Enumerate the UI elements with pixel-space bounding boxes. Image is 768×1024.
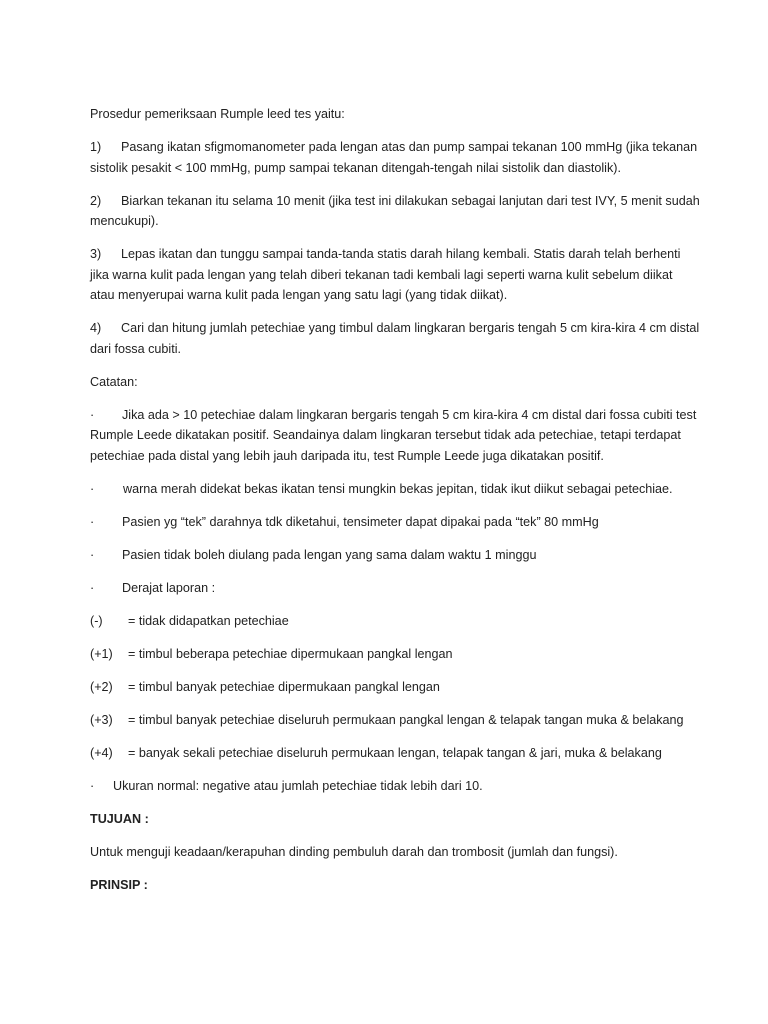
bullet: ·: [90, 514, 95, 529]
note-1: [90, 405, 700, 467]
step-number: 4): [90, 321, 102, 335]
step-text: Pasang ikatan sfigmomanometer pada lengan atas dan pump sampai tekanan 100 mmHg (jika tekanan sistolik pesakit < 100 mmHg, pump sampai tekanan ditengah-tengah nilai sistolik dan diastolik).: [90, 140, 698, 175]
degree-label: (+2): [90, 679, 113, 694]
bullet: ·: [90, 547, 95, 562]
degree-plus2: [90, 677, 700, 698]
note-4: [90, 545, 700, 566]
degree-plus4: [90, 743, 700, 764]
note-text: Pasien yg “tek” darahnya tdk diketahui, tensimeter dapat dipakai pada “tek” 80 mmHg: [122, 514, 599, 529]
bullet: ·: [90, 580, 95, 595]
note-5: [90, 578, 700, 599]
note-text: Pasien tidak boleh diulang pada lengan yang sama dalam waktu 1 minggu: [122, 547, 537, 562]
bullet: ·: [90, 481, 95, 496]
degree-text: = timbul beberapa petechiae dipermukaan pangkal lengan: [128, 646, 453, 661]
step-text: Cari dan hitung jumlah petechiae yang timbul dalam lingkaran bergaris tengah 5 cm kira-kira 4 cm distal dari fossa cubiti.: [90, 321, 700, 356]
degree-label: (-): [90, 613, 103, 628]
note-3: [90, 512, 700, 533]
step-4: [90, 318, 700, 359]
bullet: ·: [90, 778, 95, 793]
note-text: Derajat laporan :: [122, 580, 216, 595]
degree-text: = banyak sekali petechiae diseluruh permukaan lengan, telapak tangan & jari, muka & belakang: [128, 745, 662, 760]
catatan-label: Catatan:: [90, 374, 138, 389]
step-1: [90, 137, 700, 178]
degree-plus1: [90, 644, 700, 665]
step-2: [90, 191, 700, 232]
tujuan-text: Untuk menguji keadaan/kerapuhan dinding pembuluh darah dan trombosit (jumlah dan fungsi).: [90, 844, 618, 859]
note-text: Jika ada > 10 petechiae dalam lingkaran bergaris tengah 5 cm kira-kira 4 cm distal dari fossa cubiti test Rumple Leede dikatakan positif. Seandainya dalam lingkaran tersebut tidak ada petechiae, tetapi terdapat petechiae pada distal yang lebih jauh daripada itu, test Rumple Leede juga dikatakan positif.: [90, 407, 697, 463]
tujuan-heading: TUJUAN :: [90, 811, 149, 826]
document-page: [90, 104, 700, 908]
normal-note: [90, 776, 700, 797]
degree-plus3: [90, 710, 700, 731]
note-2: [90, 479, 700, 500]
step-number: 3): [90, 247, 102, 261]
note-text: warna merah didekat bekas ikatan tensi mungkin bekas jepitan, tidak ikut diikut sebagai petechiae.: [123, 481, 673, 496]
degree-neg: [90, 611, 700, 632]
step-number: 1): [90, 140, 102, 154]
degree-text: = timbul banyak petechiae dipermukaan pangkal lengan: [128, 679, 440, 694]
step-3: [90, 244, 700, 306]
step-text: Lepas ikatan dan tunggu sampai tanda-tanda statis darah hilang kembali. Statis darah telah berhenti jika warna kulit pada lengan yang telah diberi tekanan tadi kembali lagi seperti warna kulit sebelum diikat atau menyerupai warna kulit pada lengan yang satu lagi (yang tidak diikat).: [90, 247, 681, 302]
bullet: ·: [90, 407, 95, 422]
degree-label: (+3): [90, 712, 113, 727]
normal-text: Ukuran normal: negative atau jumlah petechiae tidak lebih dari 10.: [113, 778, 483, 793]
degree-text: = timbul banyak petechiae diseluruh permukaan pangkal lengan & telapak tangan muka & belakang: [128, 712, 684, 727]
degree-label: (+4): [90, 745, 113, 760]
degree-label: (+1): [90, 646, 113, 661]
intro-line: Prosedur pemeriksaan Rumple leed tes yaitu:: [90, 107, 345, 121]
step-number: 2): [90, 193, 102, 208]
degree-text: = tidak didapatkan petechiae: [128, 613, 289, 628]
step-text: Biarkan tekanan itu selama 10 menit (jika test ini dilakukan sebagai lanjutan dari test IVY, 5 menit sudah mencukupi).: [90, 193, 700, 228]
prinsip-heading: PRINSIP :: [90, 877, 148, 892]
